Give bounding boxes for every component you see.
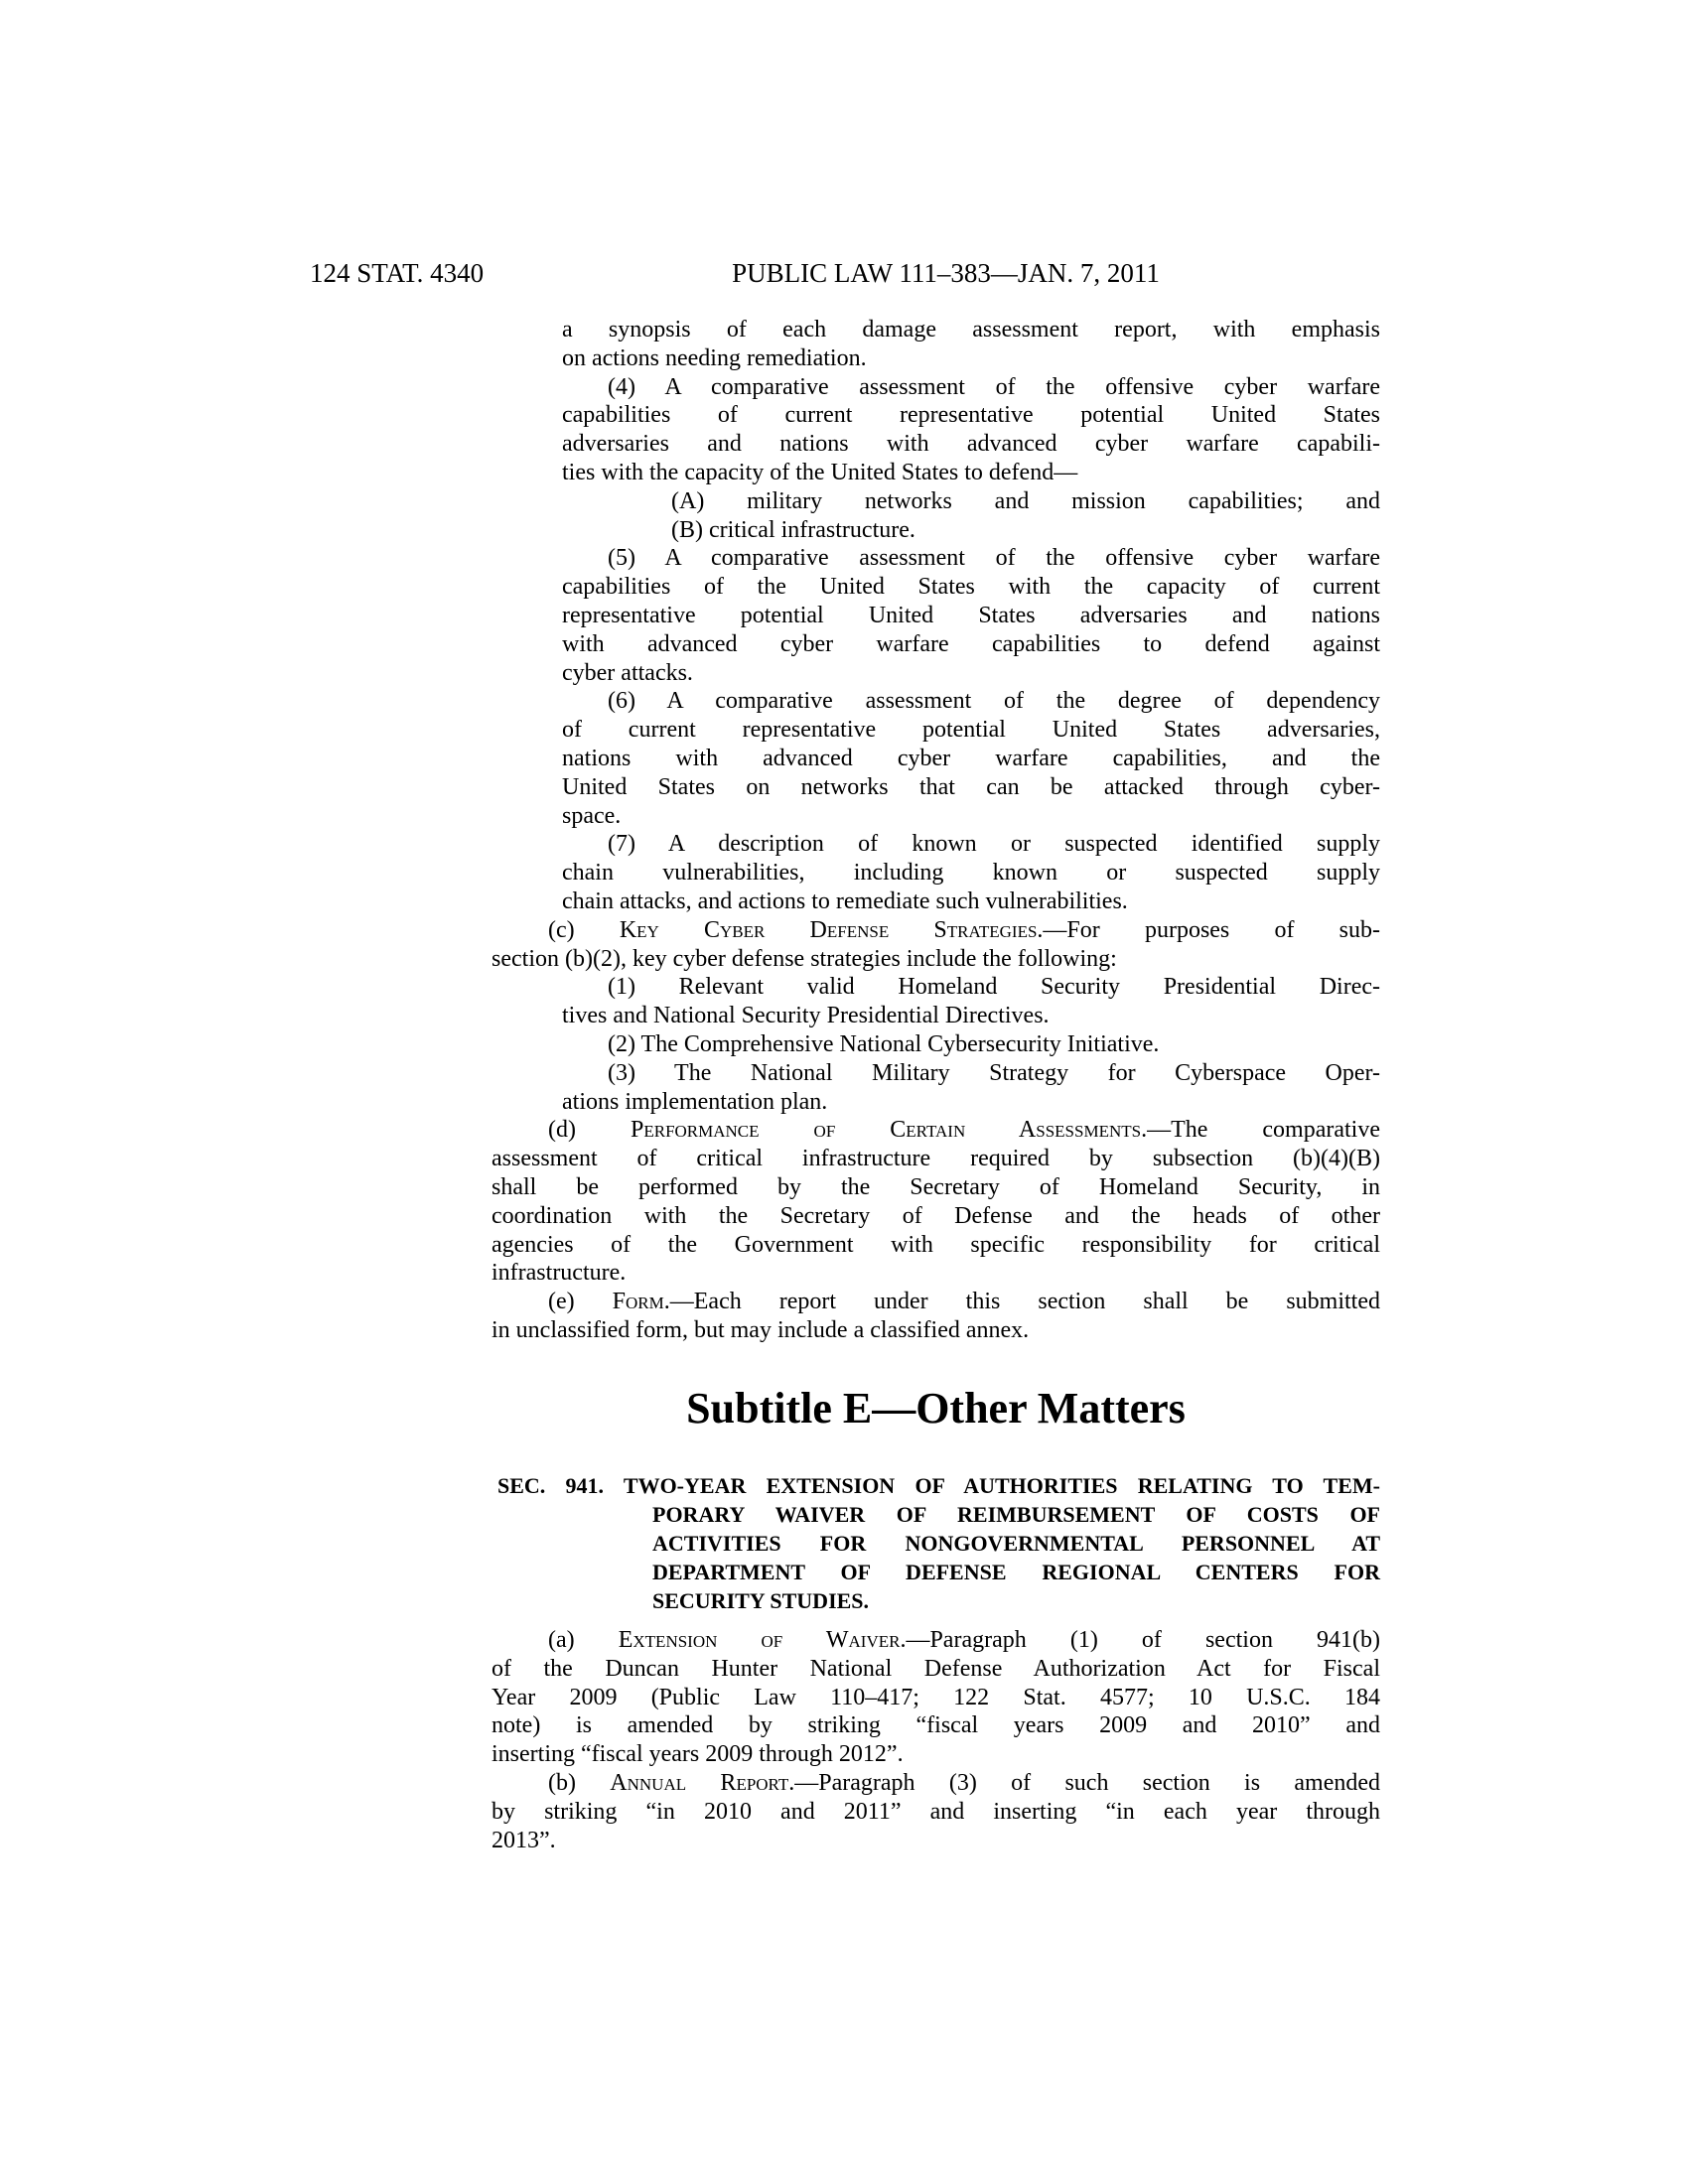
text-run: DEPARTMENT OF DEFENSE REGIONAL CENTERS FOR bbox=[652, 1560, 1380, 1584]
text-line bbox=[492, 1116, 1380, 1145]
text-run: with advanced cyber warfare capabilities to defend against bbox=[562, 630, 1380, 657]
text-line bbox=[492, 1145, 1380, 1173]
small-caps-run: Extension of Waiver bbox=[618, 1627, 901, 1653]
small-caps-run: Annual Report bbox=[610, 1769, 789, 1796]
text-run: shall be performed by the Secretary of Homeland Security, in bbox=[492, 1173, 1380, 1200]
text-run: .—Paragraph (1) of section 941(b) bbox=[900, 1627, 1381, 1653]
text-line bbox=[492, 487, 1380, 516]
text-run: Year 2009 (Public Law 110–417; 122 Stat. 4577; 10 U.S.C. 184 bbox=[492, 1684, 1380, 1710]
text-line bbox=[492, 859, 1380, 887]
text-run: .—Each report under this section shall be submitted bbox=[663, 1289, 1381, 1315]
text-run: SECURITY STUDIES. bbox=[652, 1588, 870, 1613]
text-line bbox=[492, 1259, 1380, 1288]
text-line bbox=[492, 401, 1380, 430]
text-run: (7) A description of known or suspected identified supply bbox=[608, 831, 1380, 858]
text-line bbox=[492, 687, 1380, 716]
text-run: ties with the capacity of the United States to defend— bbox=[562, 459, 1078, 485]
text-run: (6) A comparative assessment of the degree of dependency bbox=[608, 688, 1380, 715]
text-line bbox=[492, 1626, 1380, 1655]
text-line bbox=[492, 1173, 1380, 1202]
text-line bbox=[492, 430, 1380, 459]
text-run: (e) bbox=[548, 1289, 613, 1315]
text-run: of current representative potential United States adversaries, bbox=[562, 717, 1380, 744]
section-941-heading bbox=[492, 1471, 1380, 1615]
text-run: chain attacks, and actions to remediate such vulnerabilities. bbox=[562, 887, 1128, 914]
text-line bbox=[492, 459, 1380, 487]
text-run: inserting “fiscal years 2009 through 2012”. bbox=[492, 1741, 904, 1768]
small-caps-run: Key Cyber Defense Strategies bbox=[619, 916, 1038, 943]
text-run: (B) critical infrastructure. bbox=[671, 516, 915, 543]
text-run: chain vulnerabilities, including known or suspected supply bbox=[562, 860, 1380, 887]
text-run: (3) The National Military Strategy for Cyberspace Oper- bbox=[608, 1059, 1380, 1086]
text-line bbox=[492, 373, 1380, 402]
text-run: by striking “in 2010 and 2011” and inserting “in each year through bbox=[492, 1798, 1380, 1825]
text-line bbox=[492, 1316, 1380, 1345]
text-line bbox=[492, 916, 1380, 945]
text-line bbox=[492, 1769, 1380, 1798]
text-run: on actions needing remediation. bbox=[562, 344, 867, 371]
text-run: ACTIVITIES FOR NONGOVERNMENTAL PERSONNEL AT bbox=[652, 1531, 1380, 1556]
text-line bbox=[492, 630, 1380, 659]
text-line bbox=[492, 544, 1380, 573]
text-line bbox=[492, 1711, 1380, 1740]
text-run: note) is amended by striking “fiscal years 2009 and 2010” and bbox=[492, 1712, 1380, 1739]
text-run: (a) bbox=[548, 1627, 619, 1653]
law-title: PUBLIC LAW 111–383—JAN. 7, 2011 bbox=[732, 258, 1160, 288]
text-line bbox=[492, 1002, 1380, 1030]
text-run: infrastructure. bbox=[492, 1260, 627, 1287]
text-run: agencies of the Government with specific responsibility for critical bbox=[492, 1231, 1380, 1258]
text-run: in unclassified form, but may include a classified annex. bbox=[492, 1316, 1030, 1343]
text-run: PORARY WAIVER OF REIMBURSEMENT OF COSTS OF bbox=[652, 1502, 1380, 1527]
text-line bbox=[492, 659, 1380, 688]
text-run: .—The comparative bbox=[1141, 1117, 1381, 1144]
text-run: .—For purposes of sub- bbox=[1037, 916, 1380, 943]
text-run: assessment of critical infrastructure required by subsection (b)(4)(B) bbox=[492, 1146, 1380, 1172]
text-run: space. bbox=[562, 802, 622, 829]
text-line bbox=[492, 773, 1380, 802]
text-run: of the Duncan Hunter National Defense Authorization Act for Fiscal bbox=[492, 1655, 1380, 1682]
text-run: (5) A comparative assessment of the offensive cyber warfare bbox=[608, 545, 1380, 572]
text-line bbox=[492, 1288, 1380, 1316]
text-line bbox=[492, 602, 1380, 630]
text-run: nations with advanced cyber warfare capabilities, and the bbox=[562, 745, 1380, 771]
text-line bbox=[492, 1202, 1380, 1231]
text-run: (1) Relevant valid Homeland Security Presidential Direc- bbox=[608, 974, 1380, 1001]
text-run: (A) military networks and mission capabilities; and bbox=[671, 487, 1380, 514]
text-run: (c) bbox=[548, 916, 620, 943]
text-line bbox=[492, 887, 1380, 916]
text-run: United States on networks that can be attacked through cyber- bbox=[562, 773, 1380, 800]
text-run: SEC. 941. TWO-YEAR EXTENSION OF AUTHORITIES RELATING TO TEM- bbox=[497, 1473, 1380, 1498]
text-line bbox=[492, 1684, 1380, 1712]
text-line bbox=[492, 802, 1380, 831]
text-run: (b) bbox=[548, 1769, 611, 1796]
text-line bbox=[492, 1030, 1380, 1059]
text-run: coordination with the Secretary of Defense and the heads of other bbox=[492, 1202, 1380, 1229]
text-line bbox=[492, 1231, 1380, 1260]
text-line bbox=[492, 745, 1380, 773]
text-line bbox=[492, 1798, 1380, 1827]
text-line bbox=[492, 316, 1380, 344]
stat-citation: 124 STAT. 4340 bbox=[310, 258, 485, 288]
text-line bbox=[492, 1827, 1380, 1855]
text-run: a synopsis of each damage assessment report, with emphasis bbox=[562, 317, 1380, 342]
text-run: tives and National Security Presidential Directives. bbox=[562, 1003, 1050, 1029]
text-line bbox=[492, 344, 1380, 373]
text-run: adversaries and nations with advanced cyber warfare capabili- bbox=[562, 431, 1380, 458]
text-line bbox=[492, 1558, 1380, 1586]
text-run: cyber attacks. bbox=[562, 659, 693, 686]
text-line bbox=[492, 1088, 1380, 1117]
text-line bbox=[492, 1471, 1380, 1500]
text-run: .—Paragraph (3) of such section is amended bbox=[788, 1769, 1380, 1796]
text-line bbox=[492, 1529, 1380, 1558]
text-line bbox=[492, 1059, 1380, 1088]
text-run: 2013”. bbox=[492, 1827, 556, 1853]
text-line bbox=[492, 716, 1380, 745]
text-line bbox=[492, 1655, 1380, 1684]
text-run: section (b)(2), key cyber defense strategies include the following: bbox=[492, 945, 1117, 972]
text-line bbox=[492, 1500, 1380, 1529]
text-line bbox=[492, 945, 1380, 974]
text-line bbox=[492, 830, 1380, 859]
body-text-block bbox=[492, 316, 1380, 1345]
text-line bbox=[492, 516, 1380, 545]
text-run: (2) The Comprehensive National Cybersecurity Initiative. bbox=[608, 1030, 1160, 1057]
text-run: (d) bbox=[548, 1117, 631, 1144]
text-line bbox=[492, 1740, 1380, 1769]
text-line bbox=[492, 973, 1380, 1002]
small-caps-run: Performance of Certain Assessments bbox=[631, 1117, 1142, 1144]
text-run: (4) A comparative assessment of the offensive cyber warfare bbox=[608, 373, 1380, 400]
small-caps-run: Form bbox=[612, 1289, 664, 1315]
amendment-text-block bbox=[492, 1626, 1380, 1854]
text-line bbox=[492, 1586, 1380, 1615]
text-line bbox=[492, 573, 1380, 602]
text-run: capabilities of current representative potential United States bbox=[562, 402, 1380, 429]
text-run: representative potential United States adversaries and nations bbox=[562, 602, 1380, 628]
subtitle-heading: Subtitle E—Other Matters bbox=[686, 1384, 1186, 1433]
text-run: capabilities of the United States with the capacity of current bbox=[562, 574, 1380, 601]
text-run: ations implementation plan. bbox=[562, 1088, 828, 1115]
